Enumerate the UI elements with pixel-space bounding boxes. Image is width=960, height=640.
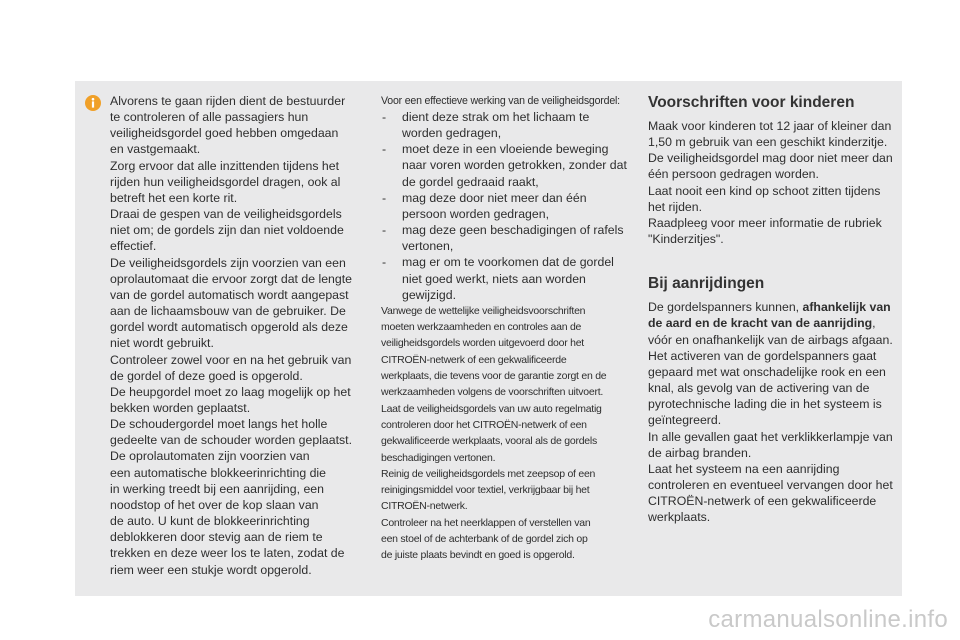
text-line: trekken en deze weer los te laten, zodat de bbox=[110, 546, 345, 561]
dash-bullet: - bbox=[382, 190, 387, 205]
watermark: carmanualsonline.info bbox=[708, 606, 948, 633]
text-line: veiligheidsgordels worden uitgevoerd door het bbox=[381, 337, 584, 350]
text-line: moeten werkzaamheden en controles aan de bbox=[381, 321, 582, 334]
requirements-list bbox=[381, 109, 633, 303]
text-line: De veiligheidsgordels zijn voorzien van een bbox=[110, 255, 346, 270]
list-item bbox=[381, 254, 633, 302]
text-line: in werking treedt bij een aanrijding, een bbox=[110, 481, 324, 496]
text-line: deblokkeren door stevig aan de riem te bbox=[110, 530, 323, 545]
bold-text: de aard en de kracht van de aanrijding bbox=[648, 316, 873, 331]
column-one bbox=[110, 93, 370, 578]
text-line: Draai de gespen van de veiligheidsgordels bbox=[110, 207, 342, 222]
text-line: te controleren of alle passagiers hun bbox=[110, 110, 309, 125]
text-line: één persoon gedragen worden. bbox=[648, 167, 819, 182]
text-line: Zorg ervoor dat alle inzittenden tijdens het bbox=[110, 158, 339, 173]
text-line: CITROËN-netwerk. bbox=[381, 500, 468, 513]
text-line: effectief. bbox=[110, 239, 157, 254]
text-line: aan de lichaamsbouw van de gebruiker. De bbox=[110, 304, 346, 319]
info-icon bbox=[85, 95, 101, 111]
text-line: betreft het een korte rit. bbox=[110, 190, 238, 205]
text-line: vóór en onafhankelijk van de airbags afgaan. bbox=[648, 332, 893, 347]
text-line: In alle gevallen gaat het verklikkerlampje van bbox=[648, 429, 893, 444]
dash-bullet: - bbox=[382, 110, 387, 124]
text-line: "Kinderzitjes". bbox=[648, 232, 724, 247]
list-item bbox=[381, 141, 633, 189]
text-line: Het activeren van de gordelspanners gaat bbox=[648, 348, 877, 363]
text-line: en vastgemaakt. bbox=[110, 142, 201, 157]
text-line: gekwalificeerde werkplaats, vooral als de gordels bbox=[381, 435, 597, 448]
text-line: 1,50 m gebruik van een geschikt kinderzitje. bbox=[648, 135, 888, 150]
text-line: knal, als gevolg van de activering van de bbox=[648, 381, 870, 396]
list-item bbox=[381, 109, 633, 141]
text-line: Raadpleeg voor meer informatie de rubriek bbox=[648, 215, 882, 230]
punctuation: , bbox=[872, 316, 876, 331]
list-item-text: mag deze geen beschadigingen of rafels vertonen, bbox=[402, 223, 624, 254]
text-line: riem weer een stukje wordt opgerold. bbox=[110, 562, 312, 577]
section-title-collisions: Bij aanrijdingen bbox=[648, 275, 765, 293]
column-three bbox=[648, 93, 900, 525]
text-line: gedeelte van de schouder worden geplaatst. bbox=[110, 433, 353, 448]
list-item-text: dient deze strak om het lichaam te worden gedragen, bbox=[402, 110, 590, 141]
text-line: oprolautomaat die ervoor zorgt dat de lengte bbox=[110, 271, 352, 286]
text-line: controleren door het CITROËN-netwerk of een bbox=[381, 418, 587, 431]
list-item bbox=[381, 190, 633, 222]
text-line: een stoel of de achterbank of de gordel zich op bbox=[381, 533, 588, 546]
text-line: bekken worden geplaatst. bbox=[110, 400, 251, 415]
text-line: geïntegreerd. bbox=[648, 413, 722, 428]
dash-bullet: - bbox=[382, 142, 387, 157]
text-line: beschadigingen vertonen. bbox=[381, 451, 496, 464]
section-title-children: Voorschriften voor kinderen bbox=[648, 94, 855, 111]
text-line: het rijden. bbox=[648, 199, 703, 214]
list-item-text: mag er om te voorkomen dat de gordel niet goed werkt, niets aan worden gewijzigd. bbox=[402, 255, 614, 302]
text-line: niet om; de gordels zijn dan niet voldoende bbox=[110, 223, 344, 238]
text-line: niet wordt gebruikt. bbox=[110, 336, 214, 351]
text-line: Maak voor kinderen tot 12 jaar of kleiner dan bbox=[648, 119, 892, 133]
text-line: rijden hun veiligheidsgordel dragen, ook al bbox=[110, 174, 341, 189]
text-line: gepaard met wat onschadelijke rook en een bbox=[648, 364, 886, 379]
text-line: Controleer zowel voor en na het gebruik van bbox=[110, 352, 352, 367]
text-line: Controleer na het neerklappen of verstellen van bbox=[381, 516, 591, 529]
list-item-text: mag deze door niet meer dan één persoon worden gedragen, bbox=[402, 190, 587, 221]
intro-text: De gordelspanners kunnen, bbox=[648, 300, 803, 315]
dash-bullet: - bbox=[382, 255, 387, 270]
text-line: Laat de veiligheidsgordels van uw auto regelmatig bbox=[381, 402, 602, 415]
text-line: noodstop of het over de kop slaan van bbox=[110, 497, 319, 512]
text-line: De schoudergordel moet langs het holle bbox=[110, 417, 328, 432]
bold-text: afhankelijk van bbox=[802, 300, 891, 315]
text-line: Vanwege de wettelijke veiligheidsvoorschriften bbox=[381, 304, 586, 317]
text-line bbox=[648, 315, 900, 331]
text-line: van de gordel automatisch wordt aangepast bbox=[110, 287, 349, 302]
list-item-text: moet deze in een vloeiende beweging naar voren worden getrokken, zonder dat de gordel gedraaid raakt, bbox=[402, 142, 627, 189]
text-line: De heupgordel moet zo laag mogelijk op het bbox=[110, 384, 351, 399]
text-line: reinigingsmiddel voor textiel, verkrijgbaar bij het bbox=[381, 484, 590, 497]
text-line: werkzaamheden volgens de voorschriften uitvoert. bbox=[381, 386, 604, 399]
text-line: controleren en eventueel vervangen door het bbox=[648, 477, 893, 492]
text-line: de juiste plaats bevindt en goed is opgerold. bbox=[381, 549, 575, 562]
text-line: Laat nooit een kind op schoot zitten tijdens bbox=[648, 183, 881, 198]
dash-bullet: - bbox=[382, 223, 387, 238]
text-line: een automatische blokkeerinrichting die bbox=[110, 465, 327, 480]
text-line: de auto. U kunt de blokkeerinrichting bbox=[110, 514, 310, 529]
text-line: werkplaats, die tevens voor de garantie zorgt en de bbox=[381, 370, 607, 383]
text-line: De veiligheidsgordel mag door niet meer dan bbox=[648, 151, 893, 166]
text-line: CITROËN-netwerk of een gekwalificeerde bbox=[381, 353, 567, 366]
text-line: werkplaats. bbox=[648, 510, 711, 525]
text-line: de gordel of deze goed is opgerold. bbox=[110, 368, 303, 383]
text-line: De oprolautomaten zijn voorzien van bbox=[110, 449, 310, 464]
list-heading: Voor een effectieve werking van de veiligheidsgordel: bbox=[381, 95, 620, 107]
text-line: CITROËN-netwerk of een gekwalificeerde bbox=[648, 494, 877, 509]
text-line: gordel wordt automatisch opgerold als deze bbox=[110, 320, 348, 335]
list-item bbox=[381, 222, 633, 254]
text-line: veiligheidsgordel goed hebben omgedaan bbox=[110, 126, 339, 141]
text-line: pyrotechnische lading die in het systeem is bbox=[648, 397, 882, 412]
text-line: de airbag branden. bbox=[648, 445, 752, 460]
text-line: Reinig de veiligheidsgordels met zeepsop of een bbox=[381, 467, 596, 480]
column-two bbox=[381, 95, 633, 564]
text-line bbox=[648, 299, 900, 315]
text-line: Alvorens te gaan rijden dient de bestuurder bbox=[110, 94, 346, 108]
text-line: Laat het systeem na een aanrijding bbox=[648, 461, 840, 476]
